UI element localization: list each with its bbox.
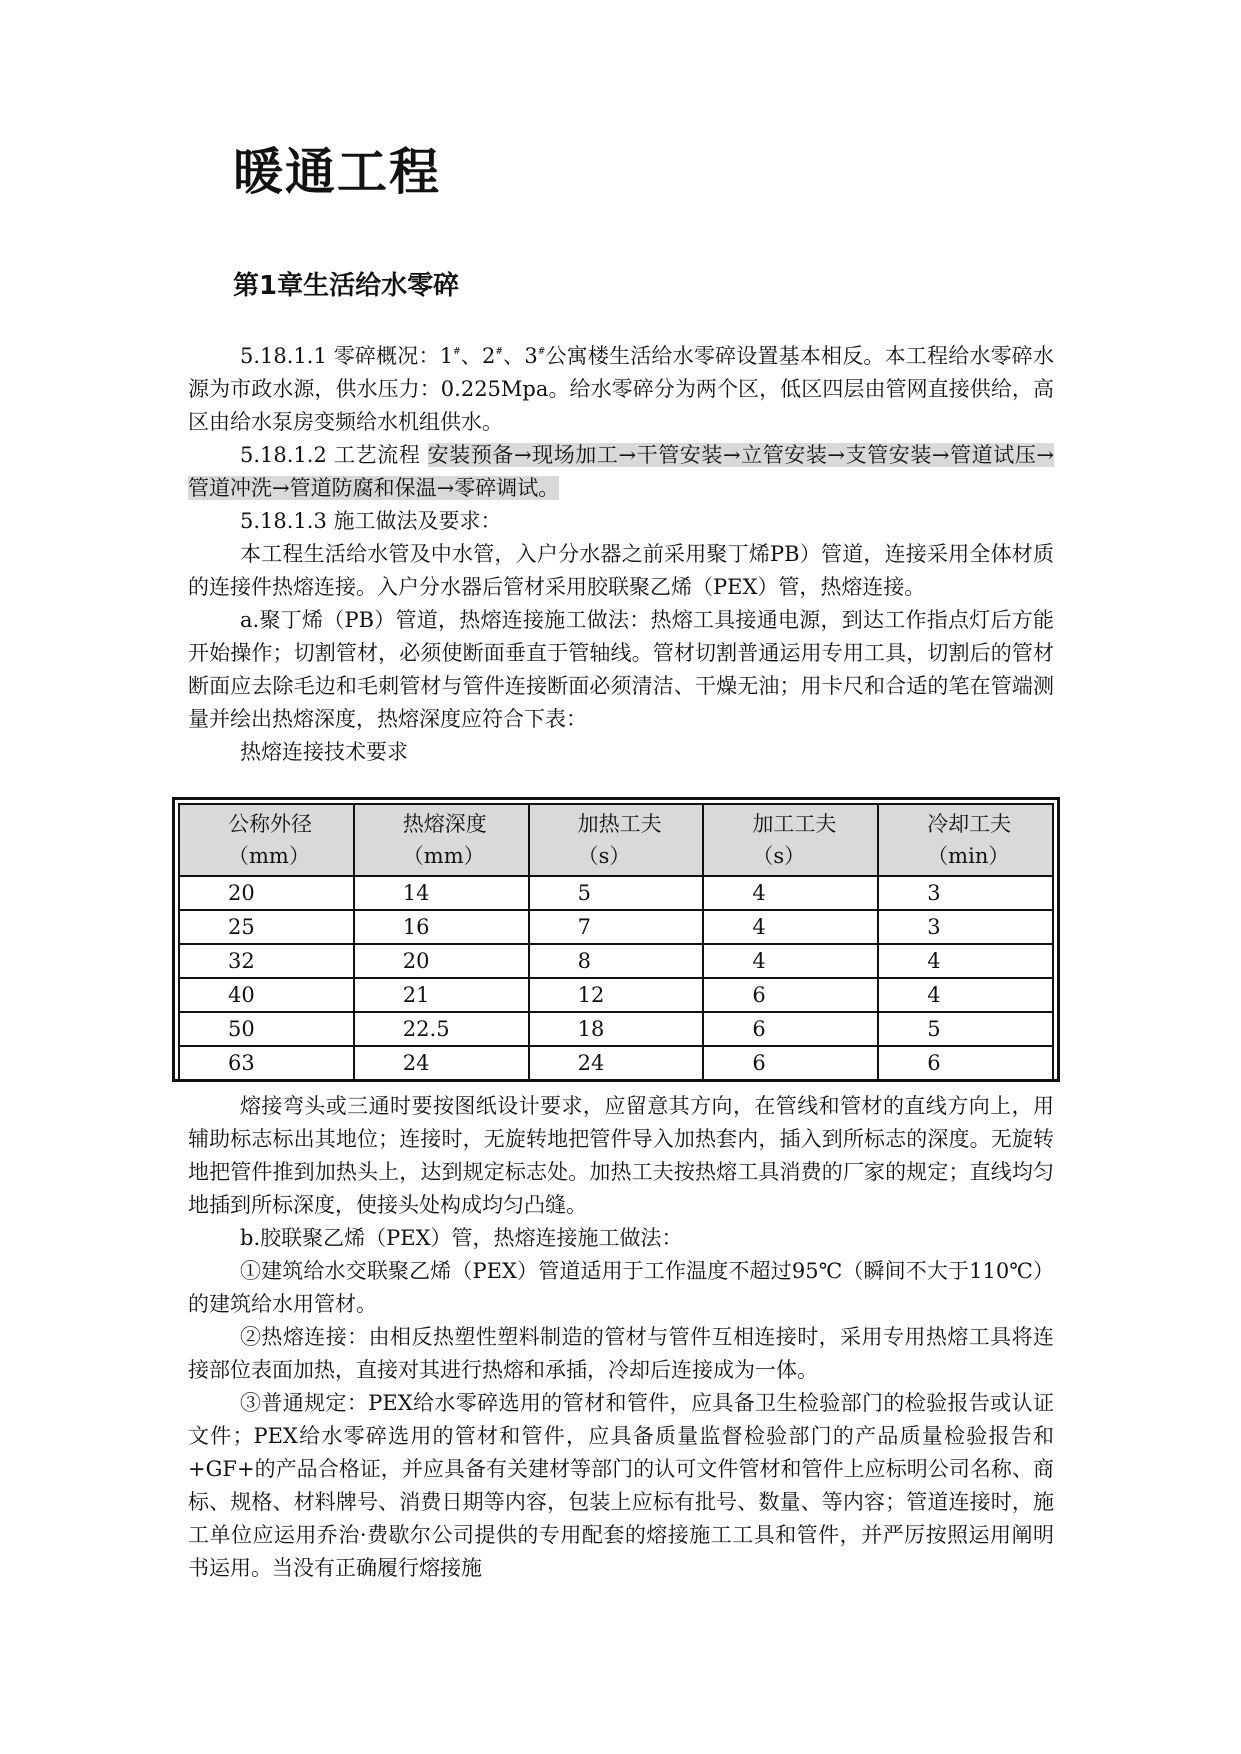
body-section-1 xyxy=(188,340,1054,769)
table-cell: 18 xyxy=(529,1012,704,1046)
header-cell xyxy=(179,804,354,876)
process-label: 5.18.1.2 工艺流程 xyxy=(240,443,421,467)
table-cell: 32 xyxy=(179,944,354,978)
process-flow: 安装预备→现场加工→干管安装→立管安装→支管安装→管道试压→管道冲洗→管道防腐和保温→零碎调试。 xyxy=(188,443,1054,500)
table-cell: 4 xyxy=(703,876,878,910)
header-unit: （min） xyxy=(927,844,1010,868)
table-caption: 热熔连接技术要求 xyxy=(240,740,408,764)
table-cell: 5 xyxy=(878,1012,1053,1046)
header-name: 冷却工夫 xyxy=(927,812,1012,836)
header-name: 热熔深度 xyxy=(402,812,487,836)
table-cell: 63 xyxy=(179,1046,354,1080)
table-header-row xyxy=(179,804,1053,876)
table-cell: 24 xyxy=(529,1046,704,1080)
table-cell: 16 xyxy=(354,910,529,944)
table-cell: 4 xyxy=(703,910,878,944)
table-cell: 7 xyxy=(529,910,704,944)
building-mark-1: # xyxy=(453,347,461,357)
paragraph-pex-1: ①建筑给水交联聚乙烯（PEX）管道适用于工作温度不超过95℃（瞬间不大于110℃）的建筑给水用管材。 xyxy=(188,1259,1054,1316)
table-cell: 6 xyxy=(703,978,878,1012)
table-cell: 6 xyxy=(703,1012,878,1046)
paragraph-pex-3: ③普通规定：PEX给水零碎选用的管材和管件，应具备卫生检验部门的检验报告或认证文件；PEX给水零碎选用的管材和管件，应具备质量监督检验部门的产品质量检验报告和+GF+的产品合格证，并应具备有关建材等部门的认可文件管材和管件上应标明公司名称、商标、规格、材料牌号、消费日期等内容，包装上应标有批号、数量、等内容；管道连接时，施工单位应运用乔治·费歇尔公司提供的专用配套的熔接施工工具和管件，并严厉按照运用阐明书运用。当没有正确履行熔接施 xyxy=(188,1391,1054,1580)
table-cell: 21 xyxy=(354,978,529,1012)
header-cell xyxy=(703,804,878,876)
paragraph-pex-2: ②热熔连接：由相反热塑性塑料制造的管材与管件互相连接时，采用专用热熔工具将连接部位表面加热，直接对其进行热熔和承插，冷却后连接成为一体。 xyxy=(188,1325,1054,1382)
table-cell: 20 xyxy=(354,944,529,978)
table-cell: 24 xyxy=(354,1046,529,1080)
header-name: 加工工夫 xyxy=(752,812,837,836)
header-name: 加热工夫 xyxy=(577,812,662,836)
table-cell: 12 xyxy=(529,978,704,1012)
table-cell: 50 xyxy=(179,1012,354,1046)
body-section-2 xyxy=(188,1090,1054,1585)
table-row xyxy=(179,1046,1053,1080)
header-unit: （mm） xyxy=(228,844,310,868)
table-cell: 40 xyxy=(179,978,354,1012)
paragraph-process xyxy=(188,439,1054,505)
overview-text-a: 5.18.1.1 零碎概况：1 xyxy=(240,344,454,368)
overview-text-c: 、3 xyxy=(502,344,538,368)
paragraph-intro: 本工程生活给水管及中水管，入户分水器之前采用聚丁烯PB）管道，连接采用全体材质的连接件热熔连接。入户分水器后管材采用胶联聚乙烯（PEX）管，热熔连接。 xyxy=(188,542,1054,599)
heading-2: 第1章生活给水零碎 xyxy=(233,271,460,301)
table-cell: 14 xyxy=(354,876,529,910)
table-row xyxy=(179,1012,1053,1046)
table-cell: 20 xyxy=(179,876,354,910)
header-cell xyxy=(529,804,704,876)
table-row xyxy=(179,910,1053,944)
fusion-table xyxy=(172,797,1060,1082)
paragraph-pb: a.聚丁烯（PB）管道，热熔连接施工做法：热熔工具接通电源，到达工作指点灯后方能开始操作；切割管材，必须使断面垂直于管轴线。管材切割普通运用专用工具，切割后的管材断面应去除毛边和毛刺管材与管件连接断面必须清洁、干燥无油；用卡尺和合适的笔在管端测量并绘出热熔深度，热熔深度应符合下表： xyxy=(188,608,1054,731)
table-cell: 6 xyxy=(878,1046,1053,1080)
table-row xyxy=(179,876,1053,910)
header-unit: （mm） xyxy=(402,844,485,868)
header-cell xyxy=(878,804,1053,876)
table-cell: 4 xyxy=(703,944,878,978)
building-mark-3: # xyxy=(537,347,546,357)
overview-text-d: 公寓楼生活给水零碎设置基本相反。本工程给水零碎水源为市政水源，供水压力：0.225Mpa。给水零碎分为两个区，低区四层由管网直接供给，高区由给水泵房变频给水机组供水。 xyxy=(188,344,1054,434)
paragraph-pex-title: b.胶联聚乙烯（PEX）管，热熔连接施工做法： xyxy=(240,1226,683,1250)
paragraph-elbow: 熔接弯头或三通时要按图纸设计要求，应留意其方向，在管线和管材的直线方向上，用辅助标志标出其地位；连接时，无旋转地把管件导入加热套内，插入到所标志的深度。无旋转地把管件推到加热头上，达到规定标志处。加热工夫按热熔工具消费的厂家的规定；直线均匀地插到所标深度，使接头处构成均匀凸缝。 xyxy=(188,1094,1054,1217)
table-cell: 4 xyxy=(878,978,1053,1012)
table-cell: 6 xyxy=(703,1046,878,1080)
overview-text-b: 、2 xyxy=(460,344,496,368)
header-unit: （s） xyxy=(577,844,631,868)
header-name: 公称外径 xyxy=(228,812,312,836)
header-cell xyxy=(354,804,529,876)
table-cell: 3 xyxy=(878,910,1053,944)
table-cell: 8 xyxy=(529,944,704,978)
table-cell: 5 xyxy=(529,876,704,910)
paragraph-method-title: 5.18.1.3 施工做法及要求： xyxy=(240,509,502,533)
building-mark-2: # xyxy=(495,347,503,357)
table-cell: 25 xyxy=(179,910,354,944)
table-cell: 3 xyxy=(878,876,1053,910)
table-cell: 4 xyxy=(878,944,1053,978)
table-row xyxy=(179,978,1053,1012)
table-row xyxy=(179,944,1053,978)
header-unit: （s） xyxy=(752,844,806,868)
heading-1: 暖通工程 xyxy=(233,143,441,201)
table-cell: 22.5 xyxy=(354,1012,529,1046)
paragraph-overview xyxy=(188,340,1054,439)
